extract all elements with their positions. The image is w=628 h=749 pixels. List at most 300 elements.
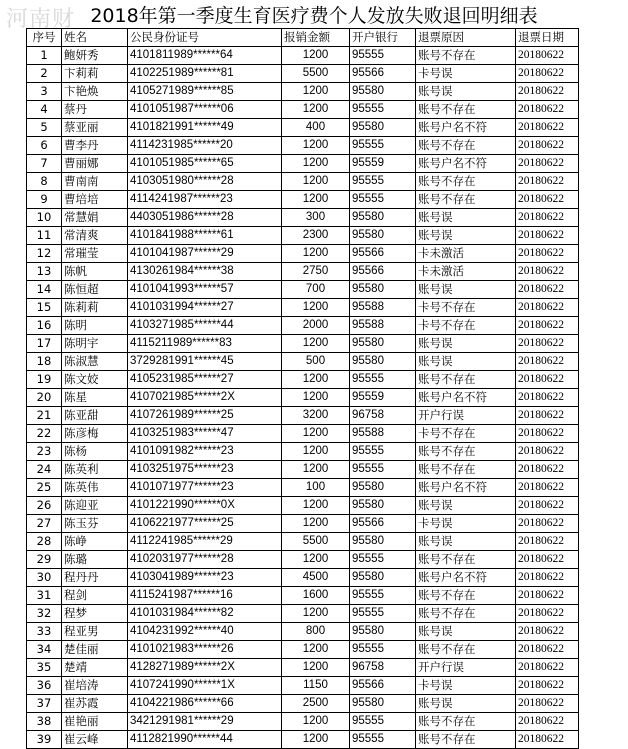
row-reason: 账号不存在	[416, 605, 516, 623]
row-reason: 账号误	[416, 335, 516, 353]
row-bank: 95588	[350, 425, 416, 443]
row-name: 程剑	[62, 587, 128, 605]
row-amount: 800	[282, 623, 350, 641]
row-name: 崔云峰	[62, 731, 128, 749]
row-bank: 95555	[350, 371, 416, 389]
row-reason: 卡号不存在	[416, 299, 516, 317]
row-amount: 4500	[282, 569, 350, 587]
row-date: 20180622	[516, 245, 579, 263]
row-amount: 1150	[282, 677, 350, 695]
row-seq: 18	[27, 353, 62, 371]
row-reason: 账号不存在	[416, 443, 516, 461]
row-reason: 账号不存在	[416, 137, 516, 155]
row-name: 陈亚甜	[62, 407, 128, 425]
row-date: 20180622	[516, 461, 579, 479]
row-seq: 6	[27, 137, 62, 155]
row-amount: 1200	[282, 101, 350, 119]
table-row	[27, 245, 579, 263]
row-seq: 12	[27, 245, 62, 263]
row-bank: 95580	[350, 227, 416, 245]
row-date: 20180622	[516, 659, 579, 677]
header-seq: 序号	[27, 29, 62, 47]
row-name: 陈莉莉	[62, 299, 128, 317]
row-name: 陈帆	[62, 263, 128, 281]
table-row	[27, 569, 579, 587]
row-seq: 19	[27, 371, 62, 389]
table-row	[27, 461, 579, 479]
table-row	[27, 227, 579, 245]
row-name: 蔡丹	[62, 101, 128, 119]
row-amount: 1200	[282, 173, 350, 191]
row-amount: 1200	[282, 389, 350, 407]
row-reason: 账号误	[416, 695, 516, 713]
row-amount: 1200	[282, 659, 350, 677]
row-reason: 账号误	[416, 227, 516, 245]
row-amount: 100	[282, 479, 350, 497]
row-name: 陈英伟	[62, 479, 128, 497]
row-seq: 20	[27, 389, 62, 407]
row-bank: 96758	[350, 407, 416, 425]
row-amount: 1200	[282, 497, 350, 515]
table-row	[27, 209, 579, 227]
row-date: 20180622	[516, 641, 579, 659]
table-row	[27, 191, 579, 209]
row-amount: 1200	[282, 335, 350, 353]
row-reason: 账号户名不符	[416, 479, 516, 497]
row-bank: 95566	[350, 677, 416, 695]
row-bank: 95566	[350, 515, 416, 533]
row-amount: 5500	[282, 65, 350, 83]
row-date: 20180622	[516, 227, 579, 245]
row-id-number: 4103251975******23	[128, 461, 282, 479]
row-id-number: 4104221986******66	[128, 695, 282, 713]
row-bank: 95566	[350, 65, 416, 83]
row-name: 陈璐	[62, 551, 128, 569]
row-id-number: 4106221977******25	[128, 515, 282, 533]
row-seq: 9	[27, 191, 62, 209]
page-title: 2018年第一季度生育医疗费个人发放失败退回明细表	[90, 5, 538, 27]
row-id-number: 3729281991******45	[128, 353, 282, 371]
row-bank: 95580	[350, 569, 416, 587]
row-date: 20180622	[516, 443, 579, 461]
row-seq: 33	[27, 623, 62, 641]
row-reason: 账号户名不符	[416, 155, 516, 173]
table-row	[27, 83, 579, 101]
row-id-number: 4107241990******1X	[128, 677, 282, 695]
row-reason: 账号不存在	[416, 713, 516, 731]
row-seq: 23	[27, 443, 62, 461]
row-date: 20180622	[516, 173, 579, 191]
row-amount: 1200	[282, 245, 350, 263]
row-date: 20180622	[516, 623, 579, 641]
row-date: 20180622	[516, 605, 579, 623]
row-date: 20180622	[516, 209, 579, 227]
row-bank: 95555	[350, 137, 416, 155]
row-seq: 22	[27, 425, 62, 443]
row-bank: 95580	[350, 83, 416, 101]
refund-table	[26, 28, 579, 749]
row-seq: 5	[27, 119, 62, 137]
row-name: 崔苏霞	[62, 695, 128, 713]
row-bank: 95580	[350, 533, 416, 551]
row-id-number: 4101091982******23	[128, 443, 282, 461]
row-reason: 开户行误	[416, 407, 516, 425]
row-bank: 95580	[350, 479, 416, 497]
row-reason: 账号误	[416, 353, 516, 371]
row-id-number: 4115241987******16	[128, 587, 282, 605]
row-amount: 500	[282, 353, 350, 371]
row-amount: 2300	[282, 227, 350, 245]
row-bank: 95566	[350, 245, 416, 263]
row-id-number: 4103051980******28	[128, 173, 282, 191]
row-bank: 95580	[350, 353, 416, 371]
row-seq: 35	[27, 659, 62, 677]
row-amount: 1200	[282, 515, 350, 533]
row-reason: 账号不存在	[416, 551, 516, 569]
row-date: 20180622	[516, 713, 579, 731]
row-id-number: 4130261984******38	[128, 263, 282, 281]
row-reason: 卡号不存在	[416, 425, 516, 443]
row-id-number: 4101811989******64	[128, 47, 282, 65]
row-seq: 28	[27, 533, 62, 551]
table-row	[27, 587, 579, 605]
row-name: 曹南南	[62, 173, 128, 191]
row-name: 崔艳丽	[62, 713, 128, 731]
row-bank: 95580	[350, 623, 416, 641]
row-name: 陈恒超	[62, 281, 128, 299]
row-name: 曹丽娜	[62, 155, 128, 173]
row-id-number: 4114241987******23	[128, 191, 282, 209]
row-amount: 1200	[282, 83, 350, 101]
row-bank: 95566	[350, 263, 416, 281]
table-row	[27, 551, 579, 569]
row-id-number: 4102031977******28	[128, 551, 282, 569]
row-amount: 1200	[282, 155, 350, 173]
row-bank: 95580	[350, 281, 416, 299]
row-id-number: 4102251989******81	[128, 65, 282, 83]
row-date: 20180622	[516, 479, 579, 497]
table-row	[27, 497, 579, 515]
row-bank: 95580	[350, 209, 416, 227]
row-name: 程亚男	[62, 623, 128, 641]
table-row	[27, 641, 579, 659]
row-bank: 95588	[350, 299, 416, 317]
row-seq: 39	[27, 731, 62, 749]
table-row	[27, 677, 579, 695]
row-amount: 1200	[282, 299, 350, 317]
row-id-number: 4104231992******40	[128, 623, 282, 641]
row-seq: 38	[27, 713, 62, 731]
row-date: 20180622	[516, 155, 579, 173]
row-id-number: 4103251983******47	[128, 425, 282, 443]
row-date: 20180622	[516, 101, 579, 119]
row-id-number: 4107261989******25	[128, 407, 282, 425]
table-body	[27, 29, 579, 749]
row-seq: 4	[27, 101, 62, 119]
row-seq: 3	[27, 83, 62, 101]
row-id-number: 4101221990******0X	[128, 497, 282, 515]
row-date: 20180622	[516, 407, 579, 425]
row-reason: 账号不存在	[416, 173, 516, 191]
row-bank: 95580	[350, 119, 416, 137]
row-reason: 卡号误	[416, 677, 516, 695]
row-seq: 15	[27, 299, 62, 317]
row-date: 20180622	[516, 569, 579, 587]
row-date: 20180622	[516, 497, 579, 515]
row-seq: 30	[27, 569, 62, 587]
row-bank: 95555	[350, 641, 416, 659]
row-date: 20180622	[516, 263, 579, 281]
row-name: 陈玉芬	[62, 515, 128, 533]
row-amount: 1600	[282, 587, 350, 605]
row-date: 20180622	[516, 515, 579, 533]
row-bank: 95559	[350, 155, 416, 173]
row-seq: 7	[27, 155, 62, 173]
row-amount: 700	[282, 281, 350, 299]
row-date: 20180622	[516, 695, 579, 713]
table-row	[27, 47, 579, 65]
row-reason: 账号误	[416, 623, 516, 641]
row-id-number: 4101041993******57	[128, 281, 282, 299]
row-date: 20180622	[516, 299, 579, 317]
row-name: 陈峥	[62, 533, 128, 551]
row-id-number: 4103041989******23	[128, 569, 282, 587]
row-seq: 34	[27, 641, 62, 659]
table-row	[27, 119, 579, 137]
row-name: 陈星	[62, 389, 128, 407]
row-bank: 95555	[350, 587, 416, 605]
table-row	[27, 335, 579, 353]
row-seq: 24	[27, 461, 62, 479]
row-date: 20180622	[516, 389, 579, 407]
table-row	[27, 389, 579, 407]
row-id-number: 4101821991******49	[128, 119, 282, 137]
table-row	[27, 695, 579, 713]
row-name: 常慧娟	[62, 209, 128, 227]
row-name: 陈杨	[62, 443, 128, 461]
row-date: 20180622	[516, 281, 579, 299]
row-bank: 95559	[350, 389, 416, 407]
row-name: 楚佳丽	[62, 641, 128, 659]
row-name: 卞莉莉	[62, 65, 128, 83]
row-name: 常清爽	[62, 227, 128, 245]
table-row	[27, 407, 579, 425]
row-seq: 27	[27, 515, 62, 533]
row-seq: 26	[27, 497, 62, 515]
table-row	[27, 605, 579, 623]
row-id-number: 4101021983******26	[128, 641, 282, 659]
row-name: 卞艳焕	[62, 83, 128, 101]
row-bank: 96758	[350, 659, 416, 677]
row-seq: 14	[27, 281, 62, 299]
table-row	[27, 479, 579, 497]
row-id-number: 4101841988******61	[128, 227, 282, 245]
row-id-number: 4112821990******44	[128, 731, 282, 749]
table-row	[27, 623, 579, 641]
row-seq: 32	[27, 605, 62, 623]
row-amount: 1200	[282, 461, 350, 479]
row-date: 20180622	[516, 371, 579, 389]
table-row	[27, 515, 579, 533]
row-date: 20180622	[516, 47, 579, 65]
row-date: 20180622	[516, 731, 579, 749]
row-seq: 31	[27, 587, 62, 605]
row-bank: 95555	[350, 731, 416, 749]
row-amount: 2000	[282, 317, 350, 335]
header-id-number: 公民身份证号	[128, 29, 282, 47]
row-amount: 1200	[282, 605, 350, 623]
row-id-number: 4107021985******2X	[128, 389, 282, 407]
row-seq: 11	[27, 227, 62, 245]
row-seq: 21	[27, 407, 62, 425]
row-reason: 卡号误	[416, 515, 516, 533]
row-date: 20180622	[516, 137, 579, 155]
row-amount: 2500	[282, 695, 350, 713]
row-amount: 1200	[282, 191, 350, 209]
row-amount: 1200	[282, 47, 350, 65]
row-reason: 账号户名不符	[416, 389, 516, 407]
row-amount: 5500	[282, 533, 350, 551]
row-id-number: 4114231985******20	[128, 137, 282, 155]
row-date: 20180622	[516, 551, 579, 569]
row-amount: 400	[282, 119, 350, 137]
row-seq: 25	[27, 479, 62, 497]
row-id-number: 4403051986******28	[128, 209, 282, 227]
row-bank: 95555	[350, 443, 416, 461]
row-id-number: 4101031994******27	[128, 299, 282, 317]
row-bank: 95555	[350, 101, 416, 119]
row-reason: 卡号不存在	[416, 317, 516, 335]
row-amount: 1200	[282, 371, 350, 389]
row-amount: 1200	[282, 641, 350, 659]
row-date: 20180622	[516, 65, 579, 83]
table-row	[27, 443, 579, 461]
row-id-number: 4112241985******29	[128, 533, 282, 551]
row-reason: 账号不存在	[416, 641, 516, 659]
table-row	[27, 173, 579, 191]
row-amount: 1200	[282, 731, 350, 749]
row-bank: 95580	[350, 335, 416, 353]
row-seq: 8	[27, 173, 62, 191]
row-reason: 卡号误	[416, 65, 516, 83]
row-name: 常璀莹	[62, 245, 128, 263]
row-reason: 账号不存在	[416, 731, 516, 749]
row-seq: 36	[27, 677, 62, 695]
watermark-text: 河南财	[6, 7, 76, 32]
row-date: 20180622	[516, 317, 579, 335]
row-bank: 95555	[350, 47, 416, 65]
row-amount: 1200	[282, 425, 350, 443]
table-header-row	[27, 29, 579, 47]
row-id-number: 4101051987******06	[128, 101, 282, 119]
row-id-number: 4101031984******82	[128, 605, 282, 623]
row-date: 20180622	[516, 425, 579, 443]
row-id-number: 4101071977******23	[128, 479, 282, 497]
row-reason: 账号不存在	[416, 101, 516, 119]
row-reason: 卡未激活	[416, 263, 516, 281]
row-amount: 1200	[282, 137, 350, 155]
row-bank: 95555	[350, 713, 416, 731]
row-name: 陈迎亚	[62, 497, 128, 515]
row-reason: 卡未激活	[416, 245, 516, 263]
table-row	[27, 263, 579, 281]
row-name: 程梦	[62, 605, 128, 623]
table-row	[27, 155, 579, 173]
row-name: 曹培培	[62, 191, 128, 209]
row-amount: 1200	[282, 713, 350, 731]
row-name: 陈明	[62, 317, 128, 335]
row-reason: 账号不存在	[416, 191, 516, 209]
table-row	[27, 533, 579, 551]
row-bank: 95580	[350, 695, 416, 713]
row-seq: 1	[27, 47, 62, 65]
row-seq: 29	[27, 551, 62, 569]
table-row	[27, 137, 579, 155]
row-seq: 16	[27, 317, 62, 335]
header-name: 姓名	[62, 29, 128, 47]
row-name: 陈彦梅	[62, 425, 128, 443]
table-row	[27, 713, 579, 731]
row-id-number: 4103271985******44	[128, 317, 282, 335]
row-reason: 账号不存在	[416, 371, 516, 389]
row-seq: 13	[27, 263, 62, 281]
row-name: 蔡亚丽	[62, 119, 128, 137]
table-row	[27, 659, 579, 677]
row-bank: 95555	[350, 461, 416, 479]
row-id-number: 4105271989******85	[128, 83, 282, 101]
row-date: 20180622	[516, 677, 579, 695]
row-reason: 账号误	[416, 281, 516, 299]
table-row	[27, 101, 579, 119]
row-reason: 账号误	[416, 497, 516, 515]
row-reason: 账号户名不符	[416, 119, 516, 137]
row-amount: 1200	[282, 443, 350, 461]
table-row	[27, 425, 579, 443]
header-amount: 报销金额	[282, 29, 350, 47]
row-reason: 账号误	[416, 533, 516, 551]
row-amount: 3200	[282, 407, 350, 425]
row-date: 20180622	[516, 587, 579, 605]
table-row	[27, 281, 579, 299]
row-name: 陈淑慧	[62, 353, 128, 371]
row-id-number: 4101041987******29	[128, 245, 282, 263]
row-amount: 300	[282, 209, 350, 227]
row-name: 曹李丹	[62, 137, 128, 155]
row-seq: 10	[27, 209, 62, 227]
row-reason: 开户行误	[416, 659, 516, 677]
row-bank: 95555	[350, 173, 416, 191]
row-date: 20180622	[516, 191, 579, 209]
row-seq: 17	[27, 335, 62, 353]
row-id-number: 4128271989******2X	[128, 659, 282, 677]
row-reason: 账号不存在	[416, 587, 516, 605]
row-seq: 2	[27, 65, 62, 83]
row-date: 20180622	[516, 335, 579, 353]
row-name: 陈文姣	[62, 371, 128, 389]
header-date: 退票日期	[516, 29, 579, 47]
table-row	[27, 65, 579, 83]
header-bank: 开户银行	[350, 29, 416, 47]
row-date: 20180622	[516, 83, 579, 101]
row-bank: 95588	[350, 317, 416, 335]
row-bank: 95555	[350, 605, 416, 623]
row-name: 陈明宇	[62, 335, 128, 353]
row-date: 20180622	[516, 119, 579, 137]
row-date: 20180622	[516, 353, 579, 371]
row-bank: 95555	[350, 191, 416, 209]
row-id-number: 4105231985******27	[128, 371, 282, 389]
row-id-number: 4115211989******83	[128, 335, 282, 353]
